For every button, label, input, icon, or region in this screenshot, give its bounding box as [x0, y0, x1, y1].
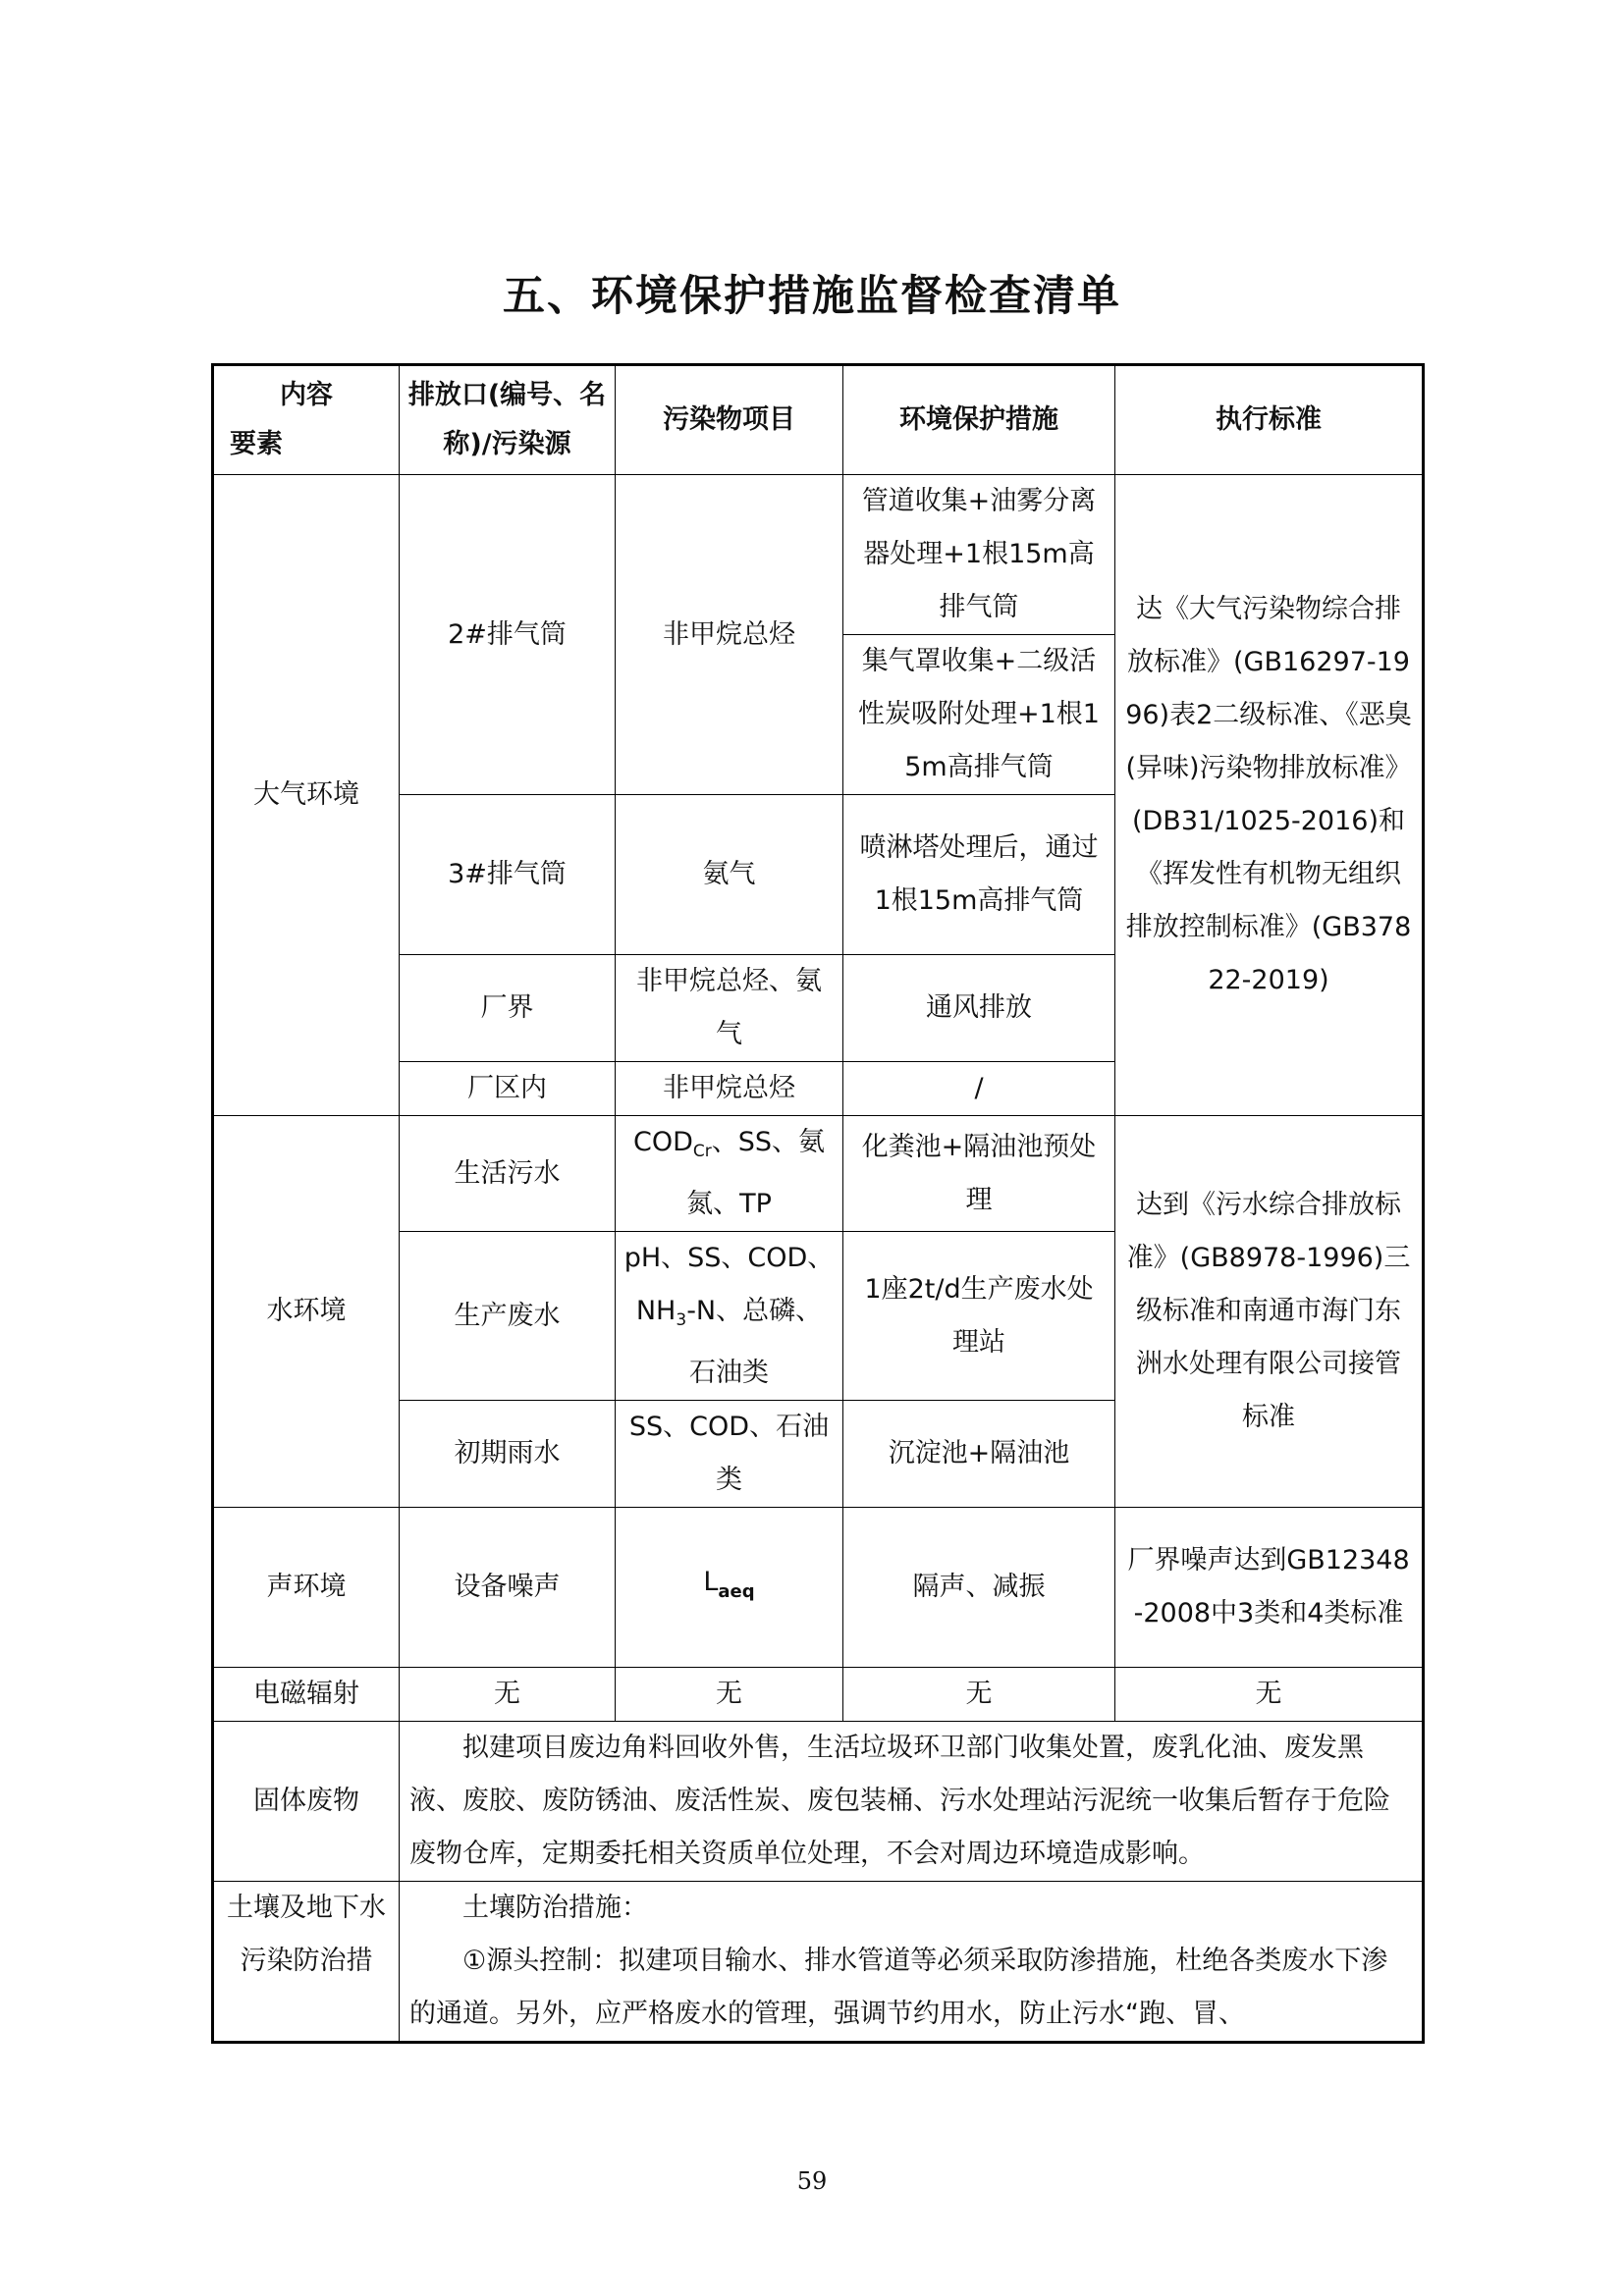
category-soil: 土壤及地下水污染防治措 — [213, 1882, 400, 2043]
header-elements-top: 内容 — [280, 380, 333, 410]
water-row1-source: 生活污水 — [400, 1116, 616, 1232]
water-row2-measure: 1座2t/d生产废水处理站 — [843, 1232, 1115, 1401]
solid-text: 拟建项目废边角料回收外售，生活垃圾环卫部门收集处置，废乳化油、废发黑液、废胶、废防锈油、废活性炭、废包装桶、污水处理站污泥统一收集后暂存于危险废物仓库，定期委托相关资质单位处理，不会对周边环境造成影响。 — [400, 1722, 1424, 1882]
header-elements-bottom: 要素 — [230, 429, 283, 459]
header-outlet: 排放口(编号、名称)/污染源 — [400, 365, 616, 475]
page-title: 五、环境保护措施监督检查清单 — [503, 272, 1121, 321]
emr-source: 无 — [400, 1668, 616, 1722]
emr-standard: 无 — [1115, 1668, 1424, 1722]
air-row1-source: 2#排气筒 — [400, 475, 616, 795]
water-row1-measure: 化粪池+隔油池预处理 — [843, 1116, 1115, 1232]
table-row — [213, 1882, 1424, 2043]
table-row — [213, 1508, 1424, 1668]
page-number: 59 — [796, 2167, 828, 2195]
table-row — [213, 1668, 1424, 1722]
water-row2-pollutant — [616, 1232, 843, 1401]
emr-pollutant: 无 — [616, 1668, 843, 1722]
air-row1-measure-b: 集气罩收集+二级活性炭吸附处理+1根15m高排气筒 — [843, 635, 1115, 795]
air-row2-source: 3#排气筒 — [400, 795, 616, 955]
noise-pollutant-main: L — [703, 1567, 719, 1597]
table-row — [213, 1722, 1424, 1882]
emr-measure: 无 — [843, 1668, 1115, 1722]
water-row3-measure: 沉淀池+隔油池 — [843, 1401, 1115, 1508]
header-standard: 执行标准 — [1115, 365, 1424, 475]
category-air: 大气环境 — [213, 475, 400, 1116]
air-standard: 达《大气污染物综合排放标准》(GB16297-1996)表2二级标准、《恶臭(异味)污染物排放标准》(DB31/1025-2016)和《挥发性有机物无组织排放控制标准》(GB37822-2019) — [1115, 475, 1424, 1116]
air-row4-measure: / — [843, 1062, 1115, 1116]
inspection-table — [211, 363, 1425, 2044]
water-row3-pollutant: SS、COD、石油类 — [616, 1401, 843, 1508]
air-row3-measure: 通风排放 — [843, 955, 1115, 1062]
water-row3-source: 初期雨水 — [400, 1401, 616, 1508]
air-row1-measure-a: 管道收集+油雾分离器处理+1根15m高排气筒 — [843, 475, 1115, 635]
air-row2-measure: 喷淋塔处理后，通过1根15m高排气筒 — [843, 795, 1115, 955]
header-elements — [213, 365, 400, 475]
soil-text — [400, 1882, 1424, 2043]
water-row2-pollutant-post: -N、总磷、石油类 — [686, 1296, 823, 1388]
category-noise: 声环境 — [213, 1508, 400, 1668]
soil-line1: 土壤防治措施： — [462, 1893, 648, 1923]
header-pollutant: 污染物项目 — [616, 365, 843, 475]
water-row2-pollutant-pre: pH、SS、COD、NH — [623, 1243, 835, 1326]
noise-measure: 隔声、减振 — [843, 1508, 1115, 1668]
water-row2-source: 生产废水 — [400, 1232, 616, 1401]
air-row1-pollutant: 非甲烷总烃 — [616, 475, 843, 795]
noise-source: 设备噪声 — [400, 1508, 616, 1668]
air-row2-pollutant: 氨气 — [616, 795, 843, 955]
water-row1-pollutant-pre: COD — [632, 1127, 693, 1157]
noise-pollutant — [616, 1508, 843, 1668]
water-row1-pollutant — [616, 1116, 843, 1232]
water-standard: 达到《污水综合排放标准》(GB8978-1996)三级标准和南通市海门东洲水处理有限公司接管标准 — [1115, 1116, 1424, 1508]
category-solid: 固体废物 — [213, 1722, 400, 1882]
soil-line2: ①源头控制：拟建项目输水、排水管道等必须采取防渗措施，杜绝各类废水下渗的通道。另外，应严格废水的管理，强调节约用水，防止污水“跑、冒、 — [409, 1946, 1388, 2029]
table-row — [213, 1116, 1424, 1232]
air-row4-pollutant: 非甲烷总烃 — [616, 1062, 843, 1116]
category-emr: 电磁辐射 — [213, 1668, 400, 1722]
air-row4-source: 厂区内 — [400, 1062, 616, 1116]
header-measure: 环境保护措施 — [843, 365, 1115, 475]
water-row2-pollutant-sub: 3 — [676, 1310, 687, 1330]
category-water: 水环境 — [213, 1116, 400, 1508]
table-header-row — [213, 365, 1424, 475]
water-row1-pollutant-sub: Cr — [692, 1142, 712, 1161]
air-row3-pollutant: 非甲烷总烃、氨气 — [616, 955, 843, 1062]
noise-standard: 厂界噪声达到GB12348-2008中3类和4类标准 — [1115, 1508, 1424, 1668]
noise-pollutant-sub: aeq — [718, 1581, 755, 1602]
water-row1-pollutant-post: 、SS、氨氮、TP — [686, 1127, 826, 1219]
table-row — [213, 475, 1424, 635]
air-row3-source: 厂界 — [400, 955, 616, 1062]
